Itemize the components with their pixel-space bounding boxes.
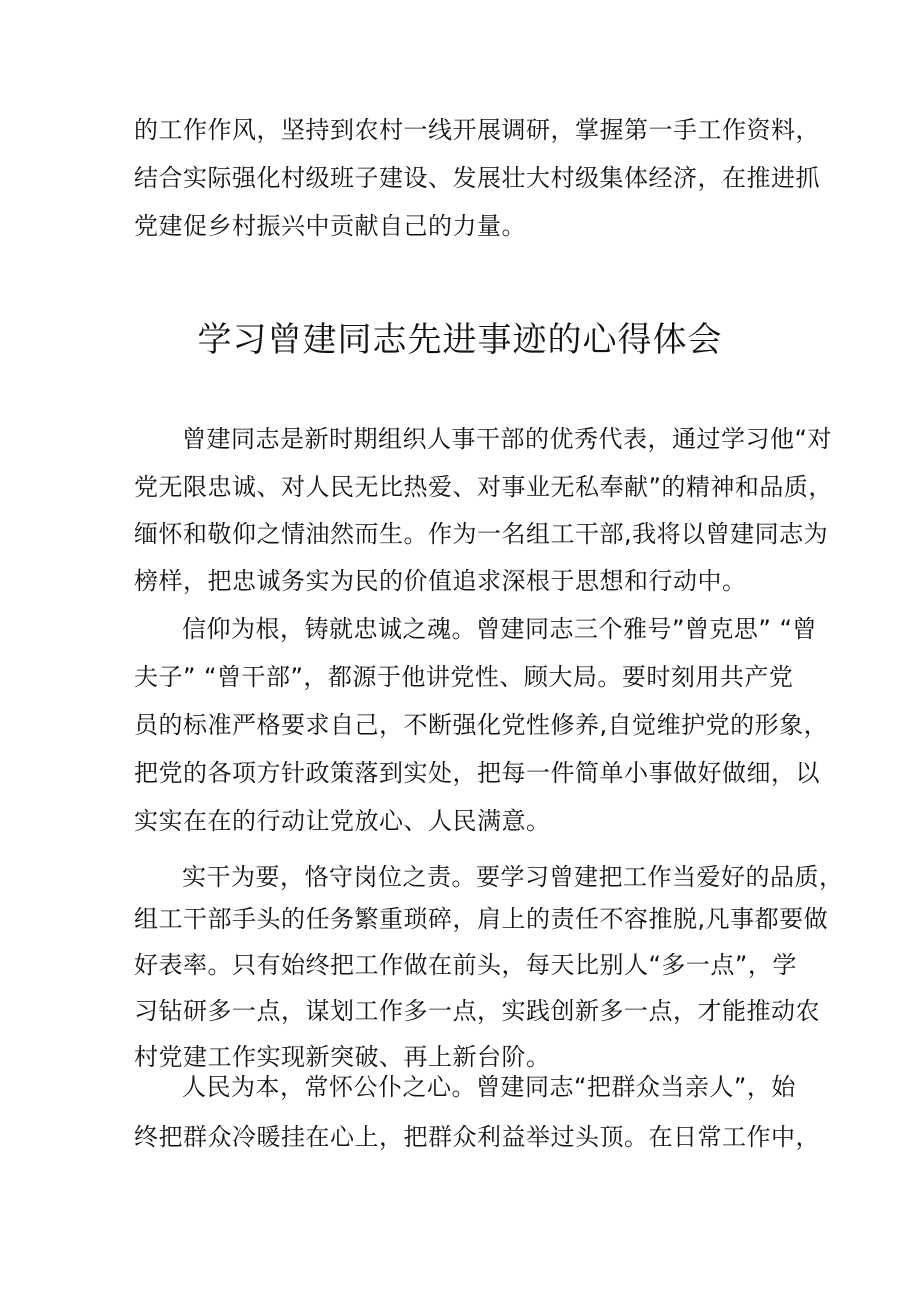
text-line: 夫子” “曾干部”，都源于他讲党性、顾大局。要时刻用共产党 xyxy=(134,663,794,691)
text-line: 信仰为根，铸就忠诚之魂。曾建同志三个雅号”曾克思” “曾 xyxy=(182,615,817,643)
text-line: 习钻研多一点，谋划工作多一点，实践创新多一点，才能推动农 xyxy=(134,997,820,1025)
text-line: 村党建工作实现新突破、再上新台阶。 xyxy=(134,1043,551,1071)
text-line: 的工作作风，坚持到农村一线开展调研，掌握第一手工作资料， xyxy=(134,116,820,144)
text-line: 结合实际强化村级班子建设、发展壮大村级集体经济，在推进抓 xyxy=(134,164,820,192)
text-line: 员的标准严格要求自己，不断强化党性修养,自觉维护党的形象， xyxy=(134,711,829,739)
text-line: 实干为要，恪守岗位之责。要学习曾建把工作当爱好的品质， xyxy=(182,863,844,891)
text-line: 实实在在的行动让党放心、人民满意。 xyxy=(134,807,551,835)
text-line: 人民为本，常怀公仆之心。曾建同志“把群众当亲人”，始 xyxy=(182,1073,796,1101)
text-line: 缅怀和敬仰之情油然而生。作为一名组工干部,我将以曾建同志为 xyxy=(134,520,829,548)
text-line: 曾建同志是新时期组织人事干部的优秀代表，通过学习他“对 xyxy=(182,425,832,453)
article-title: 学习曾建同志先进事迹的心得体会 xyxy=(197,320,723,360)
text-line: 终把群众冷暖挂在心上，把群众利益举过头顶。在日常工作中， xyxy=(134,1123,820,1151)
text-line: 把党的各项方针政策落到实处，把每一件简单小事做好做细，以 xyxy=(134,759,820,787)
text-line: 组工干部手头的任务繁重琐碎，肩上的责任不容推脱,凡事都要做 xyxy=(134,905,829,933)
text-line: 榜样，把忠诚务实为民的价值追求深根于思想和行动中。 xyxy=(134,567,747,595)
text-line: 党无限忠诚、对人民无比热爱、对事业无私奉献”的精神和品质， xyxy=(134,473,833,501)
text-line: 好表率。只有始终把工作做在前头，每天比别人“多一点”，学 xyxy=(134,951,797,979)
text-line: 党建促乡村振兴中贡献自己的力量。 xyxy=(134,212,526,240)
